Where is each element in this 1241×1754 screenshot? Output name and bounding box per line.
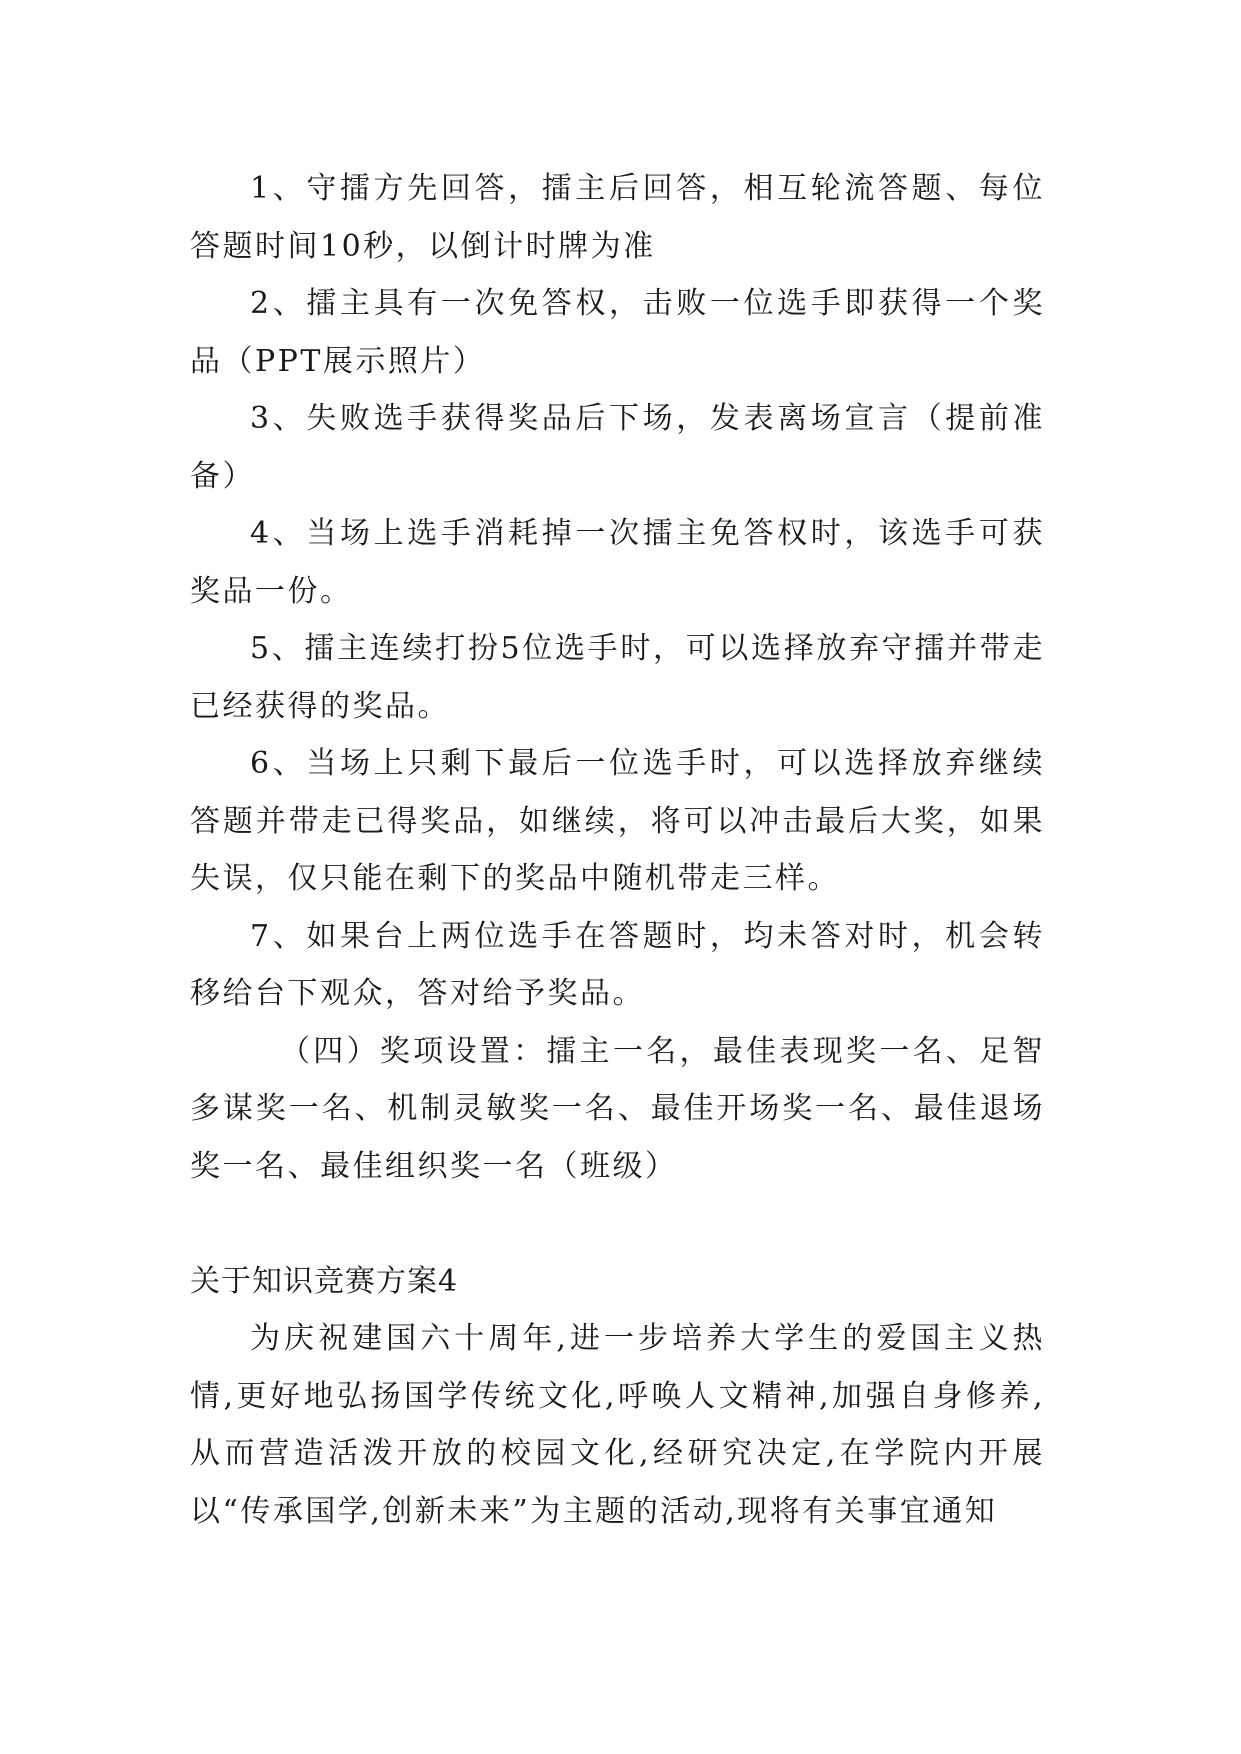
intro-paragraph: 为庆祝建国六十周年,进一步培养大学生的爱国主义热情,更好地弘扬国学传统文化,呼唤人文精神,加强自身修养,从而营造活泼开放的校园文化,经研究决定,在学院内开展以“传承国学,创新未来”为主题的活动,现将有关事宜通知	[190, 1321, 1045, 1529]
rule-6: 6、当场上只剩下最后一位选手时，可以选择放弃继续答题并带走已得奖品，如继续，将可以冲击最后大奖，如果失误，仅只能在剩下的奖品中随机带走三样。	[190, 746, 1045, 896]
rule-1: 1、守擂方先回答，擂主后回答，相互轮流答题、每位答题时间10秒，以倒计时牌为准	[190, 171, 1045, 264]
document-body	[190, 160, 1045, 1540]
rule-7: 7、如果台上两位选手在答题时，均未答对时，机会转移给台下观众，答对给予奖品。	[190, 918, 1045, 1011]
rule-5: 5、擂主连续打扮5位选手时，可以选择放弃守擂并带走已经获得的奖品。	[190, 631, 1045, 724]
rule-4: 4、当场上选手消耗掉一次擂主免答权时，该选手可获奖品一份。	[190, 516, 1045, 609]
section-title: 关于知识竞赛方案4	[190, 1263, 459, 1299]
rule-2: 2、擂主具有一次免答权，击败一位选手即获得一个奖品（PPT展示照片）	[190, 286, 1045, 379]
rule-3: 3、失败选手获得奖品后下场，发表离场宣言（提前准备）	[190, 401, 1045, 494]
awards-paragraph: （四）奖项设置：擂主一名，最佳表现奖一名、足智多谋奖一名、机制灵敏奖一名、最佳开场奖一名、最佳退场奖一名、最佳组织奖一名（班级）	[190, 1033, 1045, 1184]
